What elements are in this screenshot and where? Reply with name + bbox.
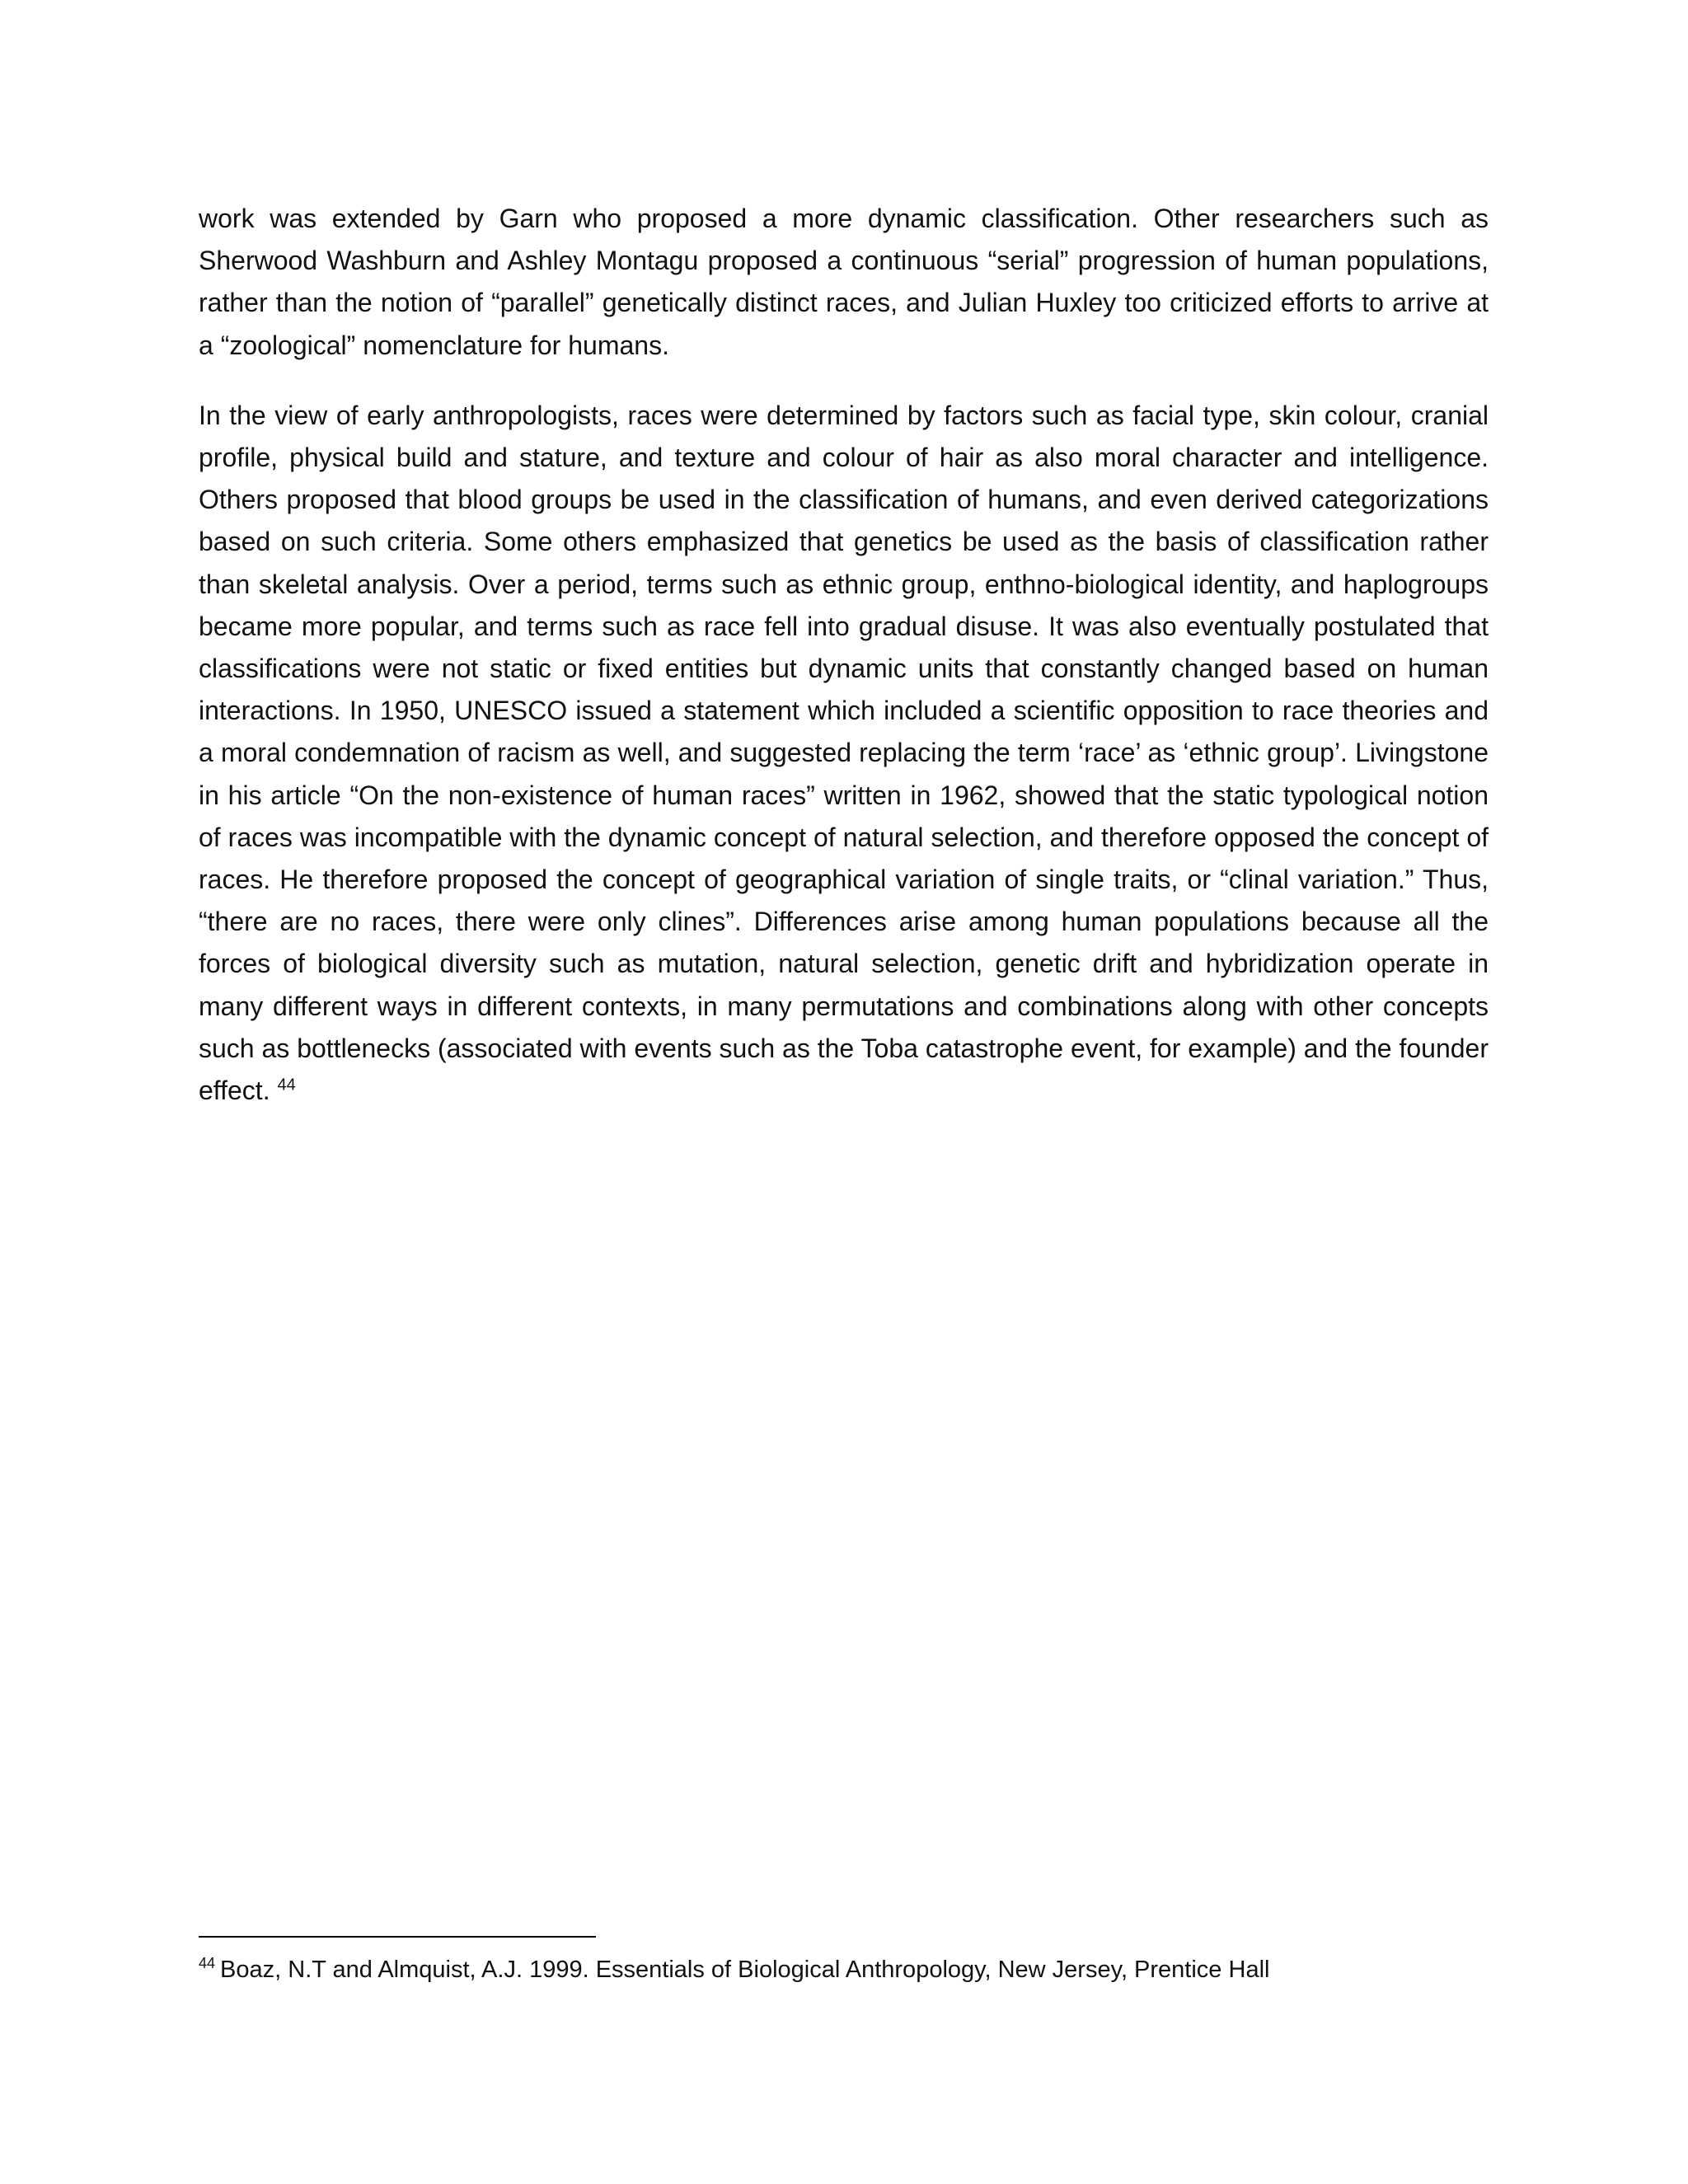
footnote	[199, 1953, 1489, 1986]
footnote-number: 44	[199, 1955, 216, 1972]
paragraph-2	[199, 395, 1489, 1112]
paragraph-2-text: In the view of early anthropologists, races were determined by factors such as facial type, skin colour, cranial profile, physical build and stature, and texture and colour of hair as also moral character and intelligence. Others proposed that blood groups be used in the classification of humans, and even derived categorizations based on such criteria. Some others emphasized that genetics be used as the basis of classification rather than skeletal analysis. Over a period, terms such as ethnic group, enthno-biological identity, and haplogroups became more popular, and terms such as race fell into gradual disuse. It was also eventually postulated that classifications were not static or fixed entities but dynamic units that constantly changed based on human interactions. In 1950, UNESCO issued a statement which included a scientific opposition to race theories and a moral condemnation of racism as well, and suggested replacing the term ‘race’ as ‘ethnic group’. Livingstone in his article “On the non-existence of human races” written in 1962, showed that the static typological notion of races was incompatible with the dynamic concept of natural selection, and therefore opposed the concept of races. He therefore proposed the concept of geographical variation of single traits, or “clinal variation.” Thus, “there are no races, there were only clines”. Differences arise among human populations because all the forces of biological diversity such as mutation, natural selection, genetic drift and hybridization operate in many different ways in different contexts, in many permutations and combinations along with other concepts such as bottlenecks (associated with events such as the Toba catastrophe event, for example) and the founder effect.	[199, 400, 1489, 1106]
paragraph-1	[199, 198, 1489, 367]
footnote-text: Boaz, N.T and Almquist, A.J. 1999. Essentials of Biological Anthropology, New Jersey, Prentice Hall	[220, 1957, 1270, 1983]
footnote-reference[interactable]: 44	[277, 1076, 296, 1094]
paragraph-1-text: work was extended by Garn who proposed a more dynamic classification. Other researchers such as Sherwood Washburn and Ashley Montagu proposed a continuous “serial” progression of human populations, rather than the notion of “parallel” genetically distinct races, and Julian Huxley too criticized efforts to arrive at a “zoological” nomenclature for humans.	[199, 204, 1489, 360]
body-text	[199, 198, 1489, 1140]
footnote-separator	[199, 1936, 596, 1938]
